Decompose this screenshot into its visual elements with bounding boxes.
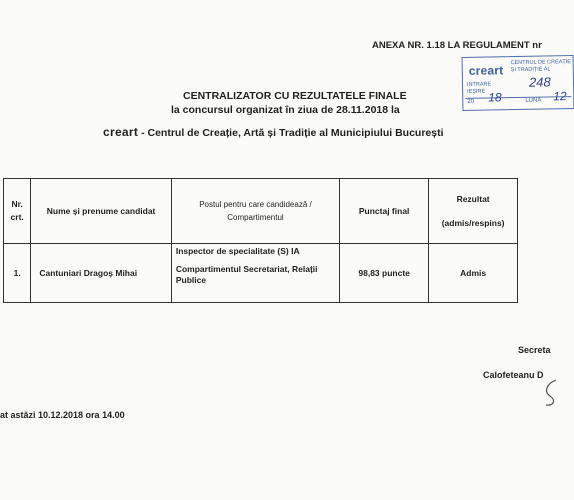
stamp-month-handwritten: 12 [553, 89, 567, 104]
document-title: CENTRALIZATOR CU REZULTATELE FINALE [183, 90, 407, 102]
institution-name: - Centrul de Creație, Artă și Tradiție al Municipiului București [138, 127, 444, 139]
secretary-name: Calofeteanu D [483, 370, 544, 380]
secretary-label: Secreta [518, 345, 551, 355]
annex-label: ANEXA NR. 1.18 LA REGULAMENT nr [372, 40, 542, 51]
row-nr: 1. [4, 244, 31, 303]
stamp-entry: INTRARE [466, 81, 492, 88]
row-name: Cantuniari Dragoș Mihai [31, 244, 172, 303]
signature-mark [542, 378, 562, 408]
row-post-title: Inspector de specialitate (S) IA [175, 246, 300, 256]
stamp-number: 248 [528, 74, 551, 90]
institution-brand: creart [103, 125, 139, 139]
row-post [171, 244, 339, 303]
registration-stamp [462, 55, 574, 111]
institution-line [103, 125, 444, 139]
stamp-year-prefix: 20 [467, 98, 475, 105]
row-score: 98,83 puncte [340, 244, 429, 303]
table-row [4, 244, 518, 303]
stamp-logo: creart [468, 63, 504, 78]
header-post: Postul pentru care candidează / Compartimentul [171, 179, 339, 244]
stamp-line1: CENTRUL DE CREAȚIE [510, 59, 572, 67]
document-subtitle: la concursul organizat în ziua de 28.11.2018 la [171, 104, 400, 116]
stamp-month-label: LUNA [525, 97, 542, 104]
header-result: Rezultat (admis/respins) [429, 179, 518, 244]
stamp-year-handwritten: 18 [488, 90, 502, 105]
posted-note: at astăzi 10.12.2018 ora 14.00 [0, 410, 125, 420]
table-header-row [4, 179, 518, 244]
stamp-exit: IEȘIRE [467, 88, 486, 95]
stamp-line2: ȘI TRADIȚIE AL [510, 66, 551, 74]
header-score: Punctaj final [340, 179, 429, 244]
header-nr: Nr. crt. [4, 179, 31, 244]
results-table [3, 178, 518, 303]
row-post-dept: Compartimentul Secretariat, Relații Publice [175, 264, 318, 285]
header-name: Nume și prenume candidat [31, 179, 172, 244]
row-result: Admis [429, 244, 518, 303]
